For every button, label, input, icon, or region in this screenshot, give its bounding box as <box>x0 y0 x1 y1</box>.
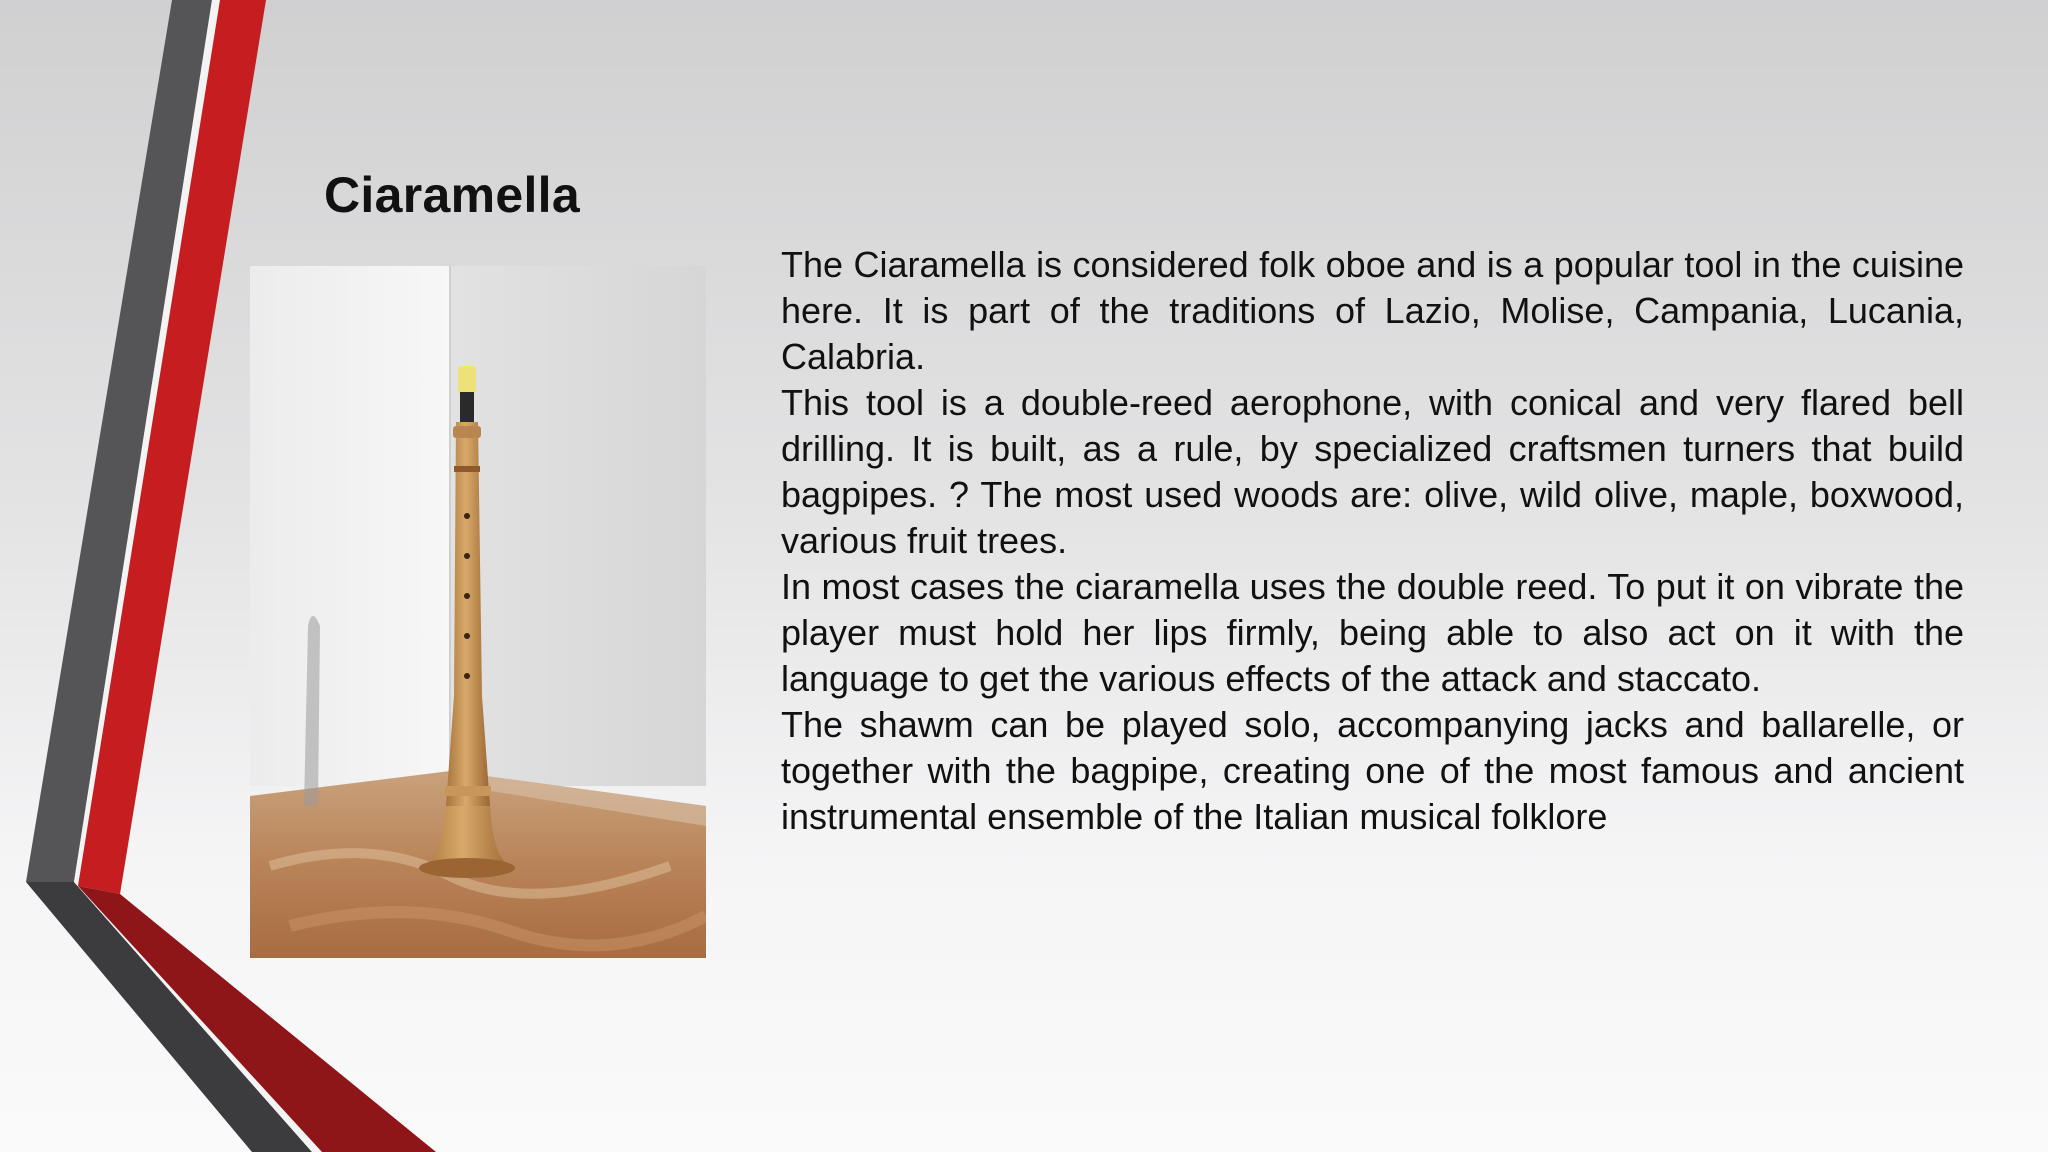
paragraph-intro: The Ciaramella is considered folk oboe and is a popular tool in the cuisine here. It is part of the traditions of Lazio, Molise, Campania, Lucania, Calabria. <box>781 244 1964 377</box>
white-stripe-upper <box>74 0 220 886</box>
slide-title: Ciaramella <box>324 167 580 223</box>
paragraph-ensemble: The shawm can be played solo, accompanying jacks and ballarelle, or together with the bagpipe, creating one of the most famous and ancient instrumental ensemble of the Italian musical folklore <box>781 704 1964 837</box>
ciaramella-photo <box>250 266 706 958</box>
paragraph-playing: In most cases the ciaramella uses the double reed. To put it on vibrate the player must hold her lips firmly, being able to also act on it with the language to get the various effects of the attack and staccato. <box>781 566 1964 699</box>
paragraph-construction: This tool is a double-reed aerophone, with conical and very flared bell drilling. It is built, as a rule, by specialized craftsmen turners that build bagpipes. ? The most used woods are: olive, wild olive, maple, boxwood, various fruit trees. <box>781 382 1964 561</box>
body-text <box>781 242 1964 840</box>
